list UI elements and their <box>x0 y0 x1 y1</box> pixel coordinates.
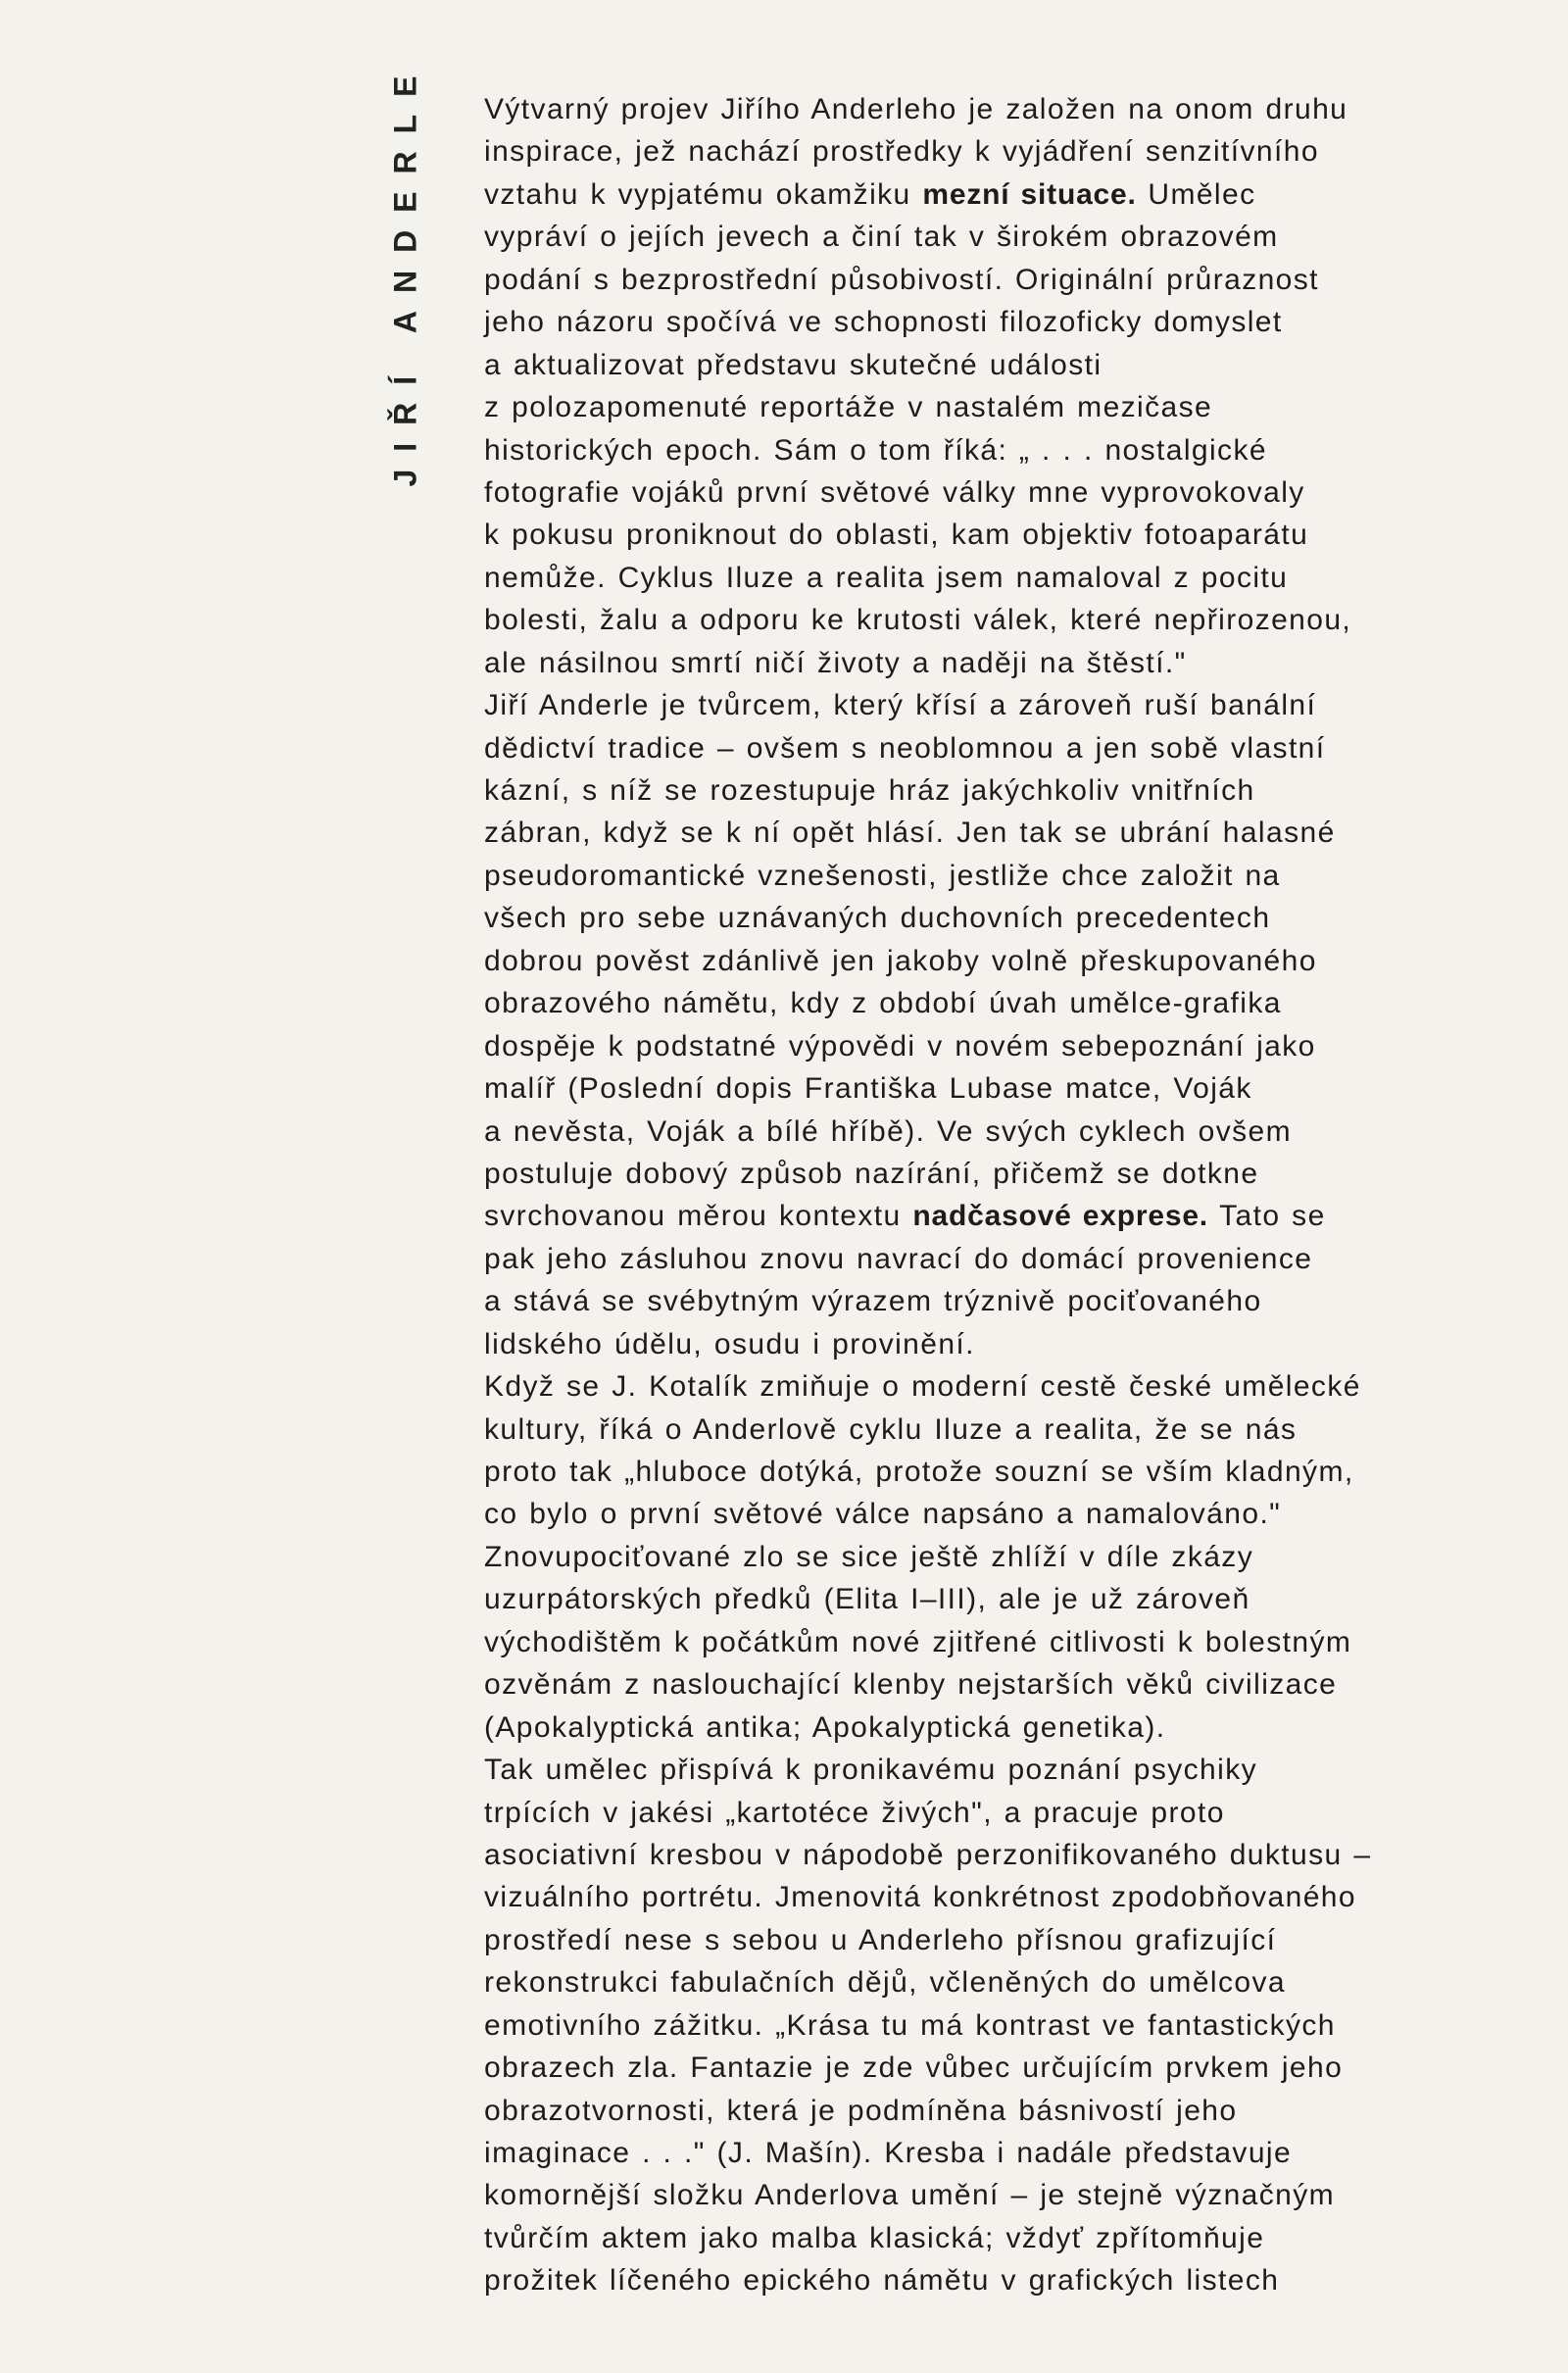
text-line <box>484 1493 1523 1535</box>
text-segment: asociativní kresbou v nápodobě perzonifikovaného duktusu – <box>484 1838 1372 1871</box>
text-segment: co bylo o první světové válce napsáno a namalováno." <box>484 1498 1282 1531</box>
text-segment: a nevěsta, Voják a bílé hříbě). Ve svých cyklech ovšem <box>484 1114 1292 1148</box>
text-segment: Tato se <box>1207 1200 1326 1233</box>
text-line <box>484 769 1523 812</box>
text-line <box>484 599 1523 641</box>
text-segment: pseudoromantické vznešenosti, jestliže chce založit na <box>484 859 1281 892</box>
text-segment: podání s bezprostřední působivostí. Originální průraznost <box>484 263 1319 296</box>
text-segment: emotivního zážitku. „Krása tu má kontrast ve fantastických <box>484 2008 1336 2042</box>
text-line <box>484 344 1523 386</box>
text-segment: kázní, s níž se rozestupuje hráz jakýchkoliv vnitřních <box>484 774 1255 807</box>
text-segment: jeho názoru spočívá ve schopnosti filozoficky domyslet <box>484 306 1283 339</box>
text-line <box>484 259 1523 301</box>
text-line <box>484 642 1523 684</box>
text-segment: Znovupociťované zlo se sice ještě zhlíží v díle zkázy <box>484 1540 1254 1573</box>
text-segment: kultury, říká o Anderlově cyklu Iluze a realita, že se nás <box>484 1412 1298 1446</box>
text-line <box>484 1961 1523 2003</box>
text-segment: a stává se svébytným výrazem trýznivě pociťovaného <box>484 1285 1262 1318</box>
text-segment: ale násilnou smrtí ničí životy a naději na štěstí." <box>484 646 1187 679</box>
text-line <box>484 1621 1523 1663</box>
bold-phrase: mezní situace. <box>922 177 1137 211</box>
text-line <box>484 2259 1523 2301</box>
text-segment: nemůže. Cyklus Iluze a realita jsem namaloval z pocitu <box>484 561 1289 594</box>
bold-phrase: nadčasové exprese. <box>912 1200 1208 1233</box>
text-line <box>484 1919 1523 1961</box>
text-line <box>484 471 1523 514</box>
text-line <box>484 1451 1523 1493</box>
text-segment: Výtvarný projev Jiřího Anderleho je založen na onom druhu <box>484 93 1348 125</box>
text-line <box>484 1323 1523 1365</box>
text-segment: prostředí nese s sebou u Anderleho přísnou grafizující <box>484 1923 1277 1956</box>
text-segment: trpících v jakési „kartotéce živých", a pracuje proto <box>484 1796 1225 1829</box>
text-segment: obrazotvornosti, která je podmíněna básnivostí jeho <box>484 2094 1238 2127</box>
text-line <box>484 897 1523 939</box>
text-line <box>484 130 1523 173</box>
text-segment: Jiří Anderle je tvůrcem, který křísí a zároveň ruší banální <box>484 689 1317 722</box>
text-line <box>484 982 1523 1024</box>
text-segment: historických epoch. Sám o tom říká: „ . . . nostalgické <box>484 433 1267 467</box>
text-line <box>484 301 1523 343</box>
text-segment: vztahu k vypjatému okamžiku <box>484 177 923 211</box>
text-line <box>484 216 1523 258</box>
text-segment: ozvěnám z naslouchající klenby nejstarších věků civilizace <box>484 1668 1338 1702</box>
text-segment: proto tak „hluboce dotýká, protože souzní se vším kladným, <box>484 1456 1354 1488</box>
text-segment: svrchovanou měrou kontextu <box>484 1200 913 1233</box>
text-line <box>484 386 1523 428</box>
text-segment: komornější složku Anderlova umění – je stejně význačným <box>484 2179 1336 2212</box>
text-segment: dobrou pověst zdánlivě jen jakoby volně přeskupovaného <box>484 944 1317 977</box>
text-segment: Když se J. Kotalík zmiňuje o moderní cestě české umělecké <box>484 1370 1361 1404</box>
text-segment: lidského údělu, osudu i provinění. <box>484 1327 975 1360</box>
text-segment: zábran, když se k ní opět hlásí. Jen tak se ubrání halasné <box>484 816 1336 850</box>
text-line <box>484 1749 1523 1791</box>
text-line <box>484 173 1523 216</box>
text-segment: rekonstrukci fabulačních dějů, včleněných do umělcova <box>484 1966 1286 2000</box>
text-line <box>484 88 1523 130</box>
author-name: JIŘÍ ANDERLE <box>387 58 423 487</box>
text-line <box>484 1578 1523 1620</box>
text-segment: z polozapomenuté reportáže v nastalém mezičase <box>484 391 1213 424</box>
text-line <box>484 1409 1523 1451</box>
text-segment: dospěje k podstatné výpovědi v novém sebepoznání jako <box>484 1029 1316 1063</box>
text-segment: vypráví o jejích jevech a činí tak v širokém obrazovém <box>484 221 1279 254</box>
text-segment: k pokusu proniknout do oblasti, kam objektiv fotoaparátu <box>484 519 1309 552</box>
text-line <box>484 2132 1523 2174</box>
text-line <box>484 1876 1523 1918</box>
text-line <box>484 684 1523 726</box>
text-segment: a aktualizovat představu skutečné události <box>484 348 1102 381</box>
text-line <box>484 1025 1523 1067</box>
text-segment: bolesti, žalu a odporu ke krutosti válek, které nepřirozenou, <box>484 604 1352 637</box>
text-segment: východištěm k počátkům nové zjitřené citlivosti k bolestným <box>484 1625 1352 1658</box>
text-line <box>484 2090 1523 2132</box>
text-line <box>484 1238 1523 1280</box>
text-line <box>484 2174 1523 2216</box>
text-segment: imaginace . . ." (J. Mašín). Kresba i nadále představuje <box>484 2137 1293 2169</box>
text-line <box>484 727 1523 769</box>
text-segment: inspirace, jež nachází prostředky k vyjádření senzitívního <box>484 135 1319 169</box>
text-segment: prožitek líčeného epického námětu v grafických listech <box>484 2264 1280 2298</box>
text-line <box>484 429 1523 471</box>
text-line <box>484 1834 1523 1876</box>
text-segment: pak jeho zásluhou znovu navrací do domácí provenience <box>484 1242 1313 1275</box>
text-line <box>484 1195 1523 1237</box>
text-segment: obrazech zla. Fantazie je zde vůbec určujícím prvkem jeho <box>484 2052 1344 2085</box>
text-line <box>484 514 1523 556</box>
text-segment: postuluje dobový způsob nazírání, přičemž se dotkne <box>484 1157 1259 1190</box>
text-line <box>484 1280 1523 1322</box>
text-segment: (Apokalyptická antika; Apokalyptická genetika). <box>484 1710 1166 1744</box>
vertical-author-title <box>384 58 427 487</box>
text-segment: uzurpátorských předků (Elita I–III), ale je už zároveň <box>484 1583 1250 1616</box>
text-line <box>484 2004 1523 2047</box>
text-line <box>484 2047 1523 2089</box>
text-line <box>484 1706 1523 1749</box>
text-line <box>484 1365 1523 1408</box>
text-segment: obrazového námětu, kdy z období úvah umělce-grafika <box>484 987 1282 1020</box>
text-line <box>484 1067 1523 1110</box>
text-line <box>484 1792 1523 1834</box>
article-body <box>484 88 1523 2302</box>
text-segment: vizuálního portrétu. Jmenovitá konkrétnost zpodobňovaného <box>484 1881 1356 1914</box>
text-line <box>484 812 1523 854</box>
text-line <box>484 1663 1523 1706</box>
text-line <box>484 1111 1523 1153</box>
text-line <box>484 2217 1523 2259</box>
text-line <box>484 557 1523 599</box>
text-line <box>484 1153 1523 1195</box>
text-segment: všech pro sebe uznávaných duchovních precedentech <box>484 902 1271 935</box>
text-segment: fotografie vojáků první světové války mne vyprovokovaly <box>484 475 1305 509</box>
text-segment: malíř (Poslední dopis Františka Lubase matce, Voják <box>484 1072 1252 1106</box>
text-segment: Umělec <box>1136 177 1256 211</box>
text-segment: dědictví tradice – ovšem s neoblomnou a jen sobě vlastní <box>484 731 1326 765</box>
text-line <box>484 1536 1523 1578</box>
text-segment: tvůrčím aktem jako malba klasická; vždyť zpřítomňuje <box>484 2221 1265 2254</box>
text-segment: Tak umělec přispívá k pronikavému poznání psychiky <box>484 1754 1257 1787</box>
text-line <box>484 855 1523 897</box>
text-line <box>484 940 1523 982</box>
